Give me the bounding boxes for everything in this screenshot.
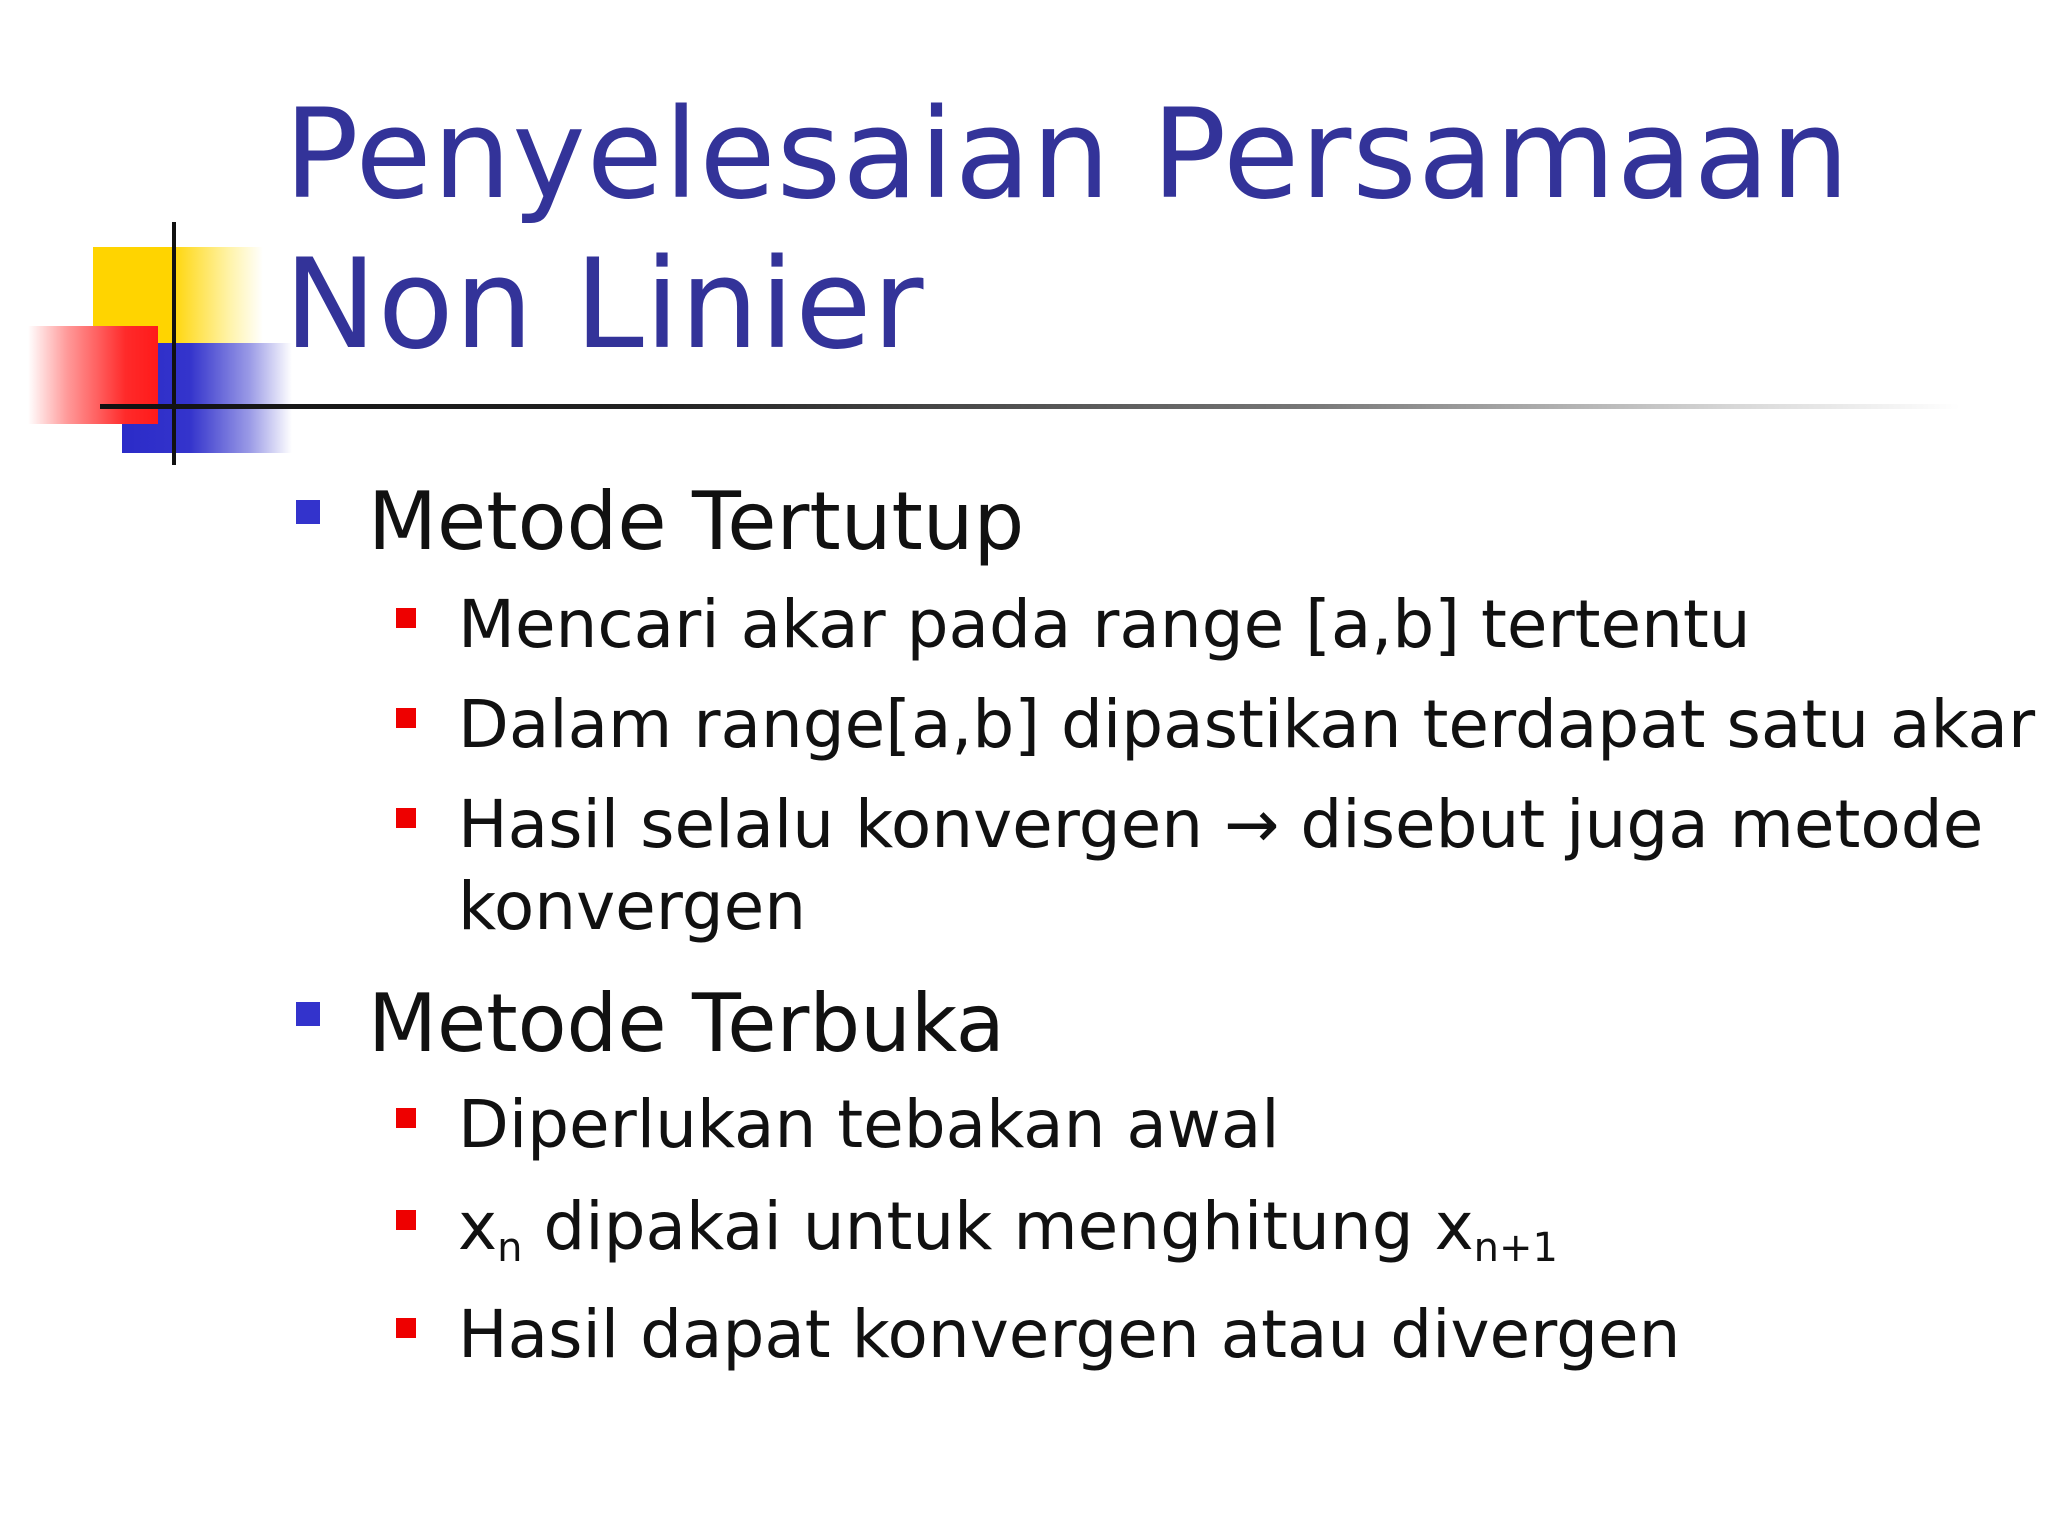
section-bullet-square-icon [296, 1002, 320, 1026]
list-item-text: dipakai untuk menghitung x [522, 1188, 1474, 1265]
list-item-continuation: konvergen [458, 868, 807, 945]
section-heading-metode-terbuka: Metode Terbuka [368, 977, 1005, 1070]
variable-x: x [458, 1188, 498, 1265]
item-bullet-square-icon [396, 1318, 416, 1338]
slide-title-line-2: Non Linier [284, 233, 925, 377]
item-bullet-square-icon [396, 1108, 416, 1128]
item-bullet-square-icon [396, 808, 416, 828]
list-item-text: Hasil selalu konvergen [458, 786, 1225, 863]
list-item-text: disebut juga metode [1279, 786, 1984, 863]
subscript-n: n [497, 1225, 523, 1271]
list-item: Dalam range[a,b] dipastikan terdapat satu akar [458, 686, 2036, 763]
list-item: Mencari akar pada range [a,b] tertentu [458, 586, 1751, 663]
list-item: Diperlukan tebakan awal [458, 1086, 1280, 1163]
subscript-n-plus-1: n+1 [1473, 1225, 1558, 1271]
list-item-xn [458, 1186, 1558, 1271]
item-bullet-square-icon [396, 1210, 416, 1230]
item-bullet-square-icon [396, 708, 416, 728]
list-item: Hasil dapat konvergen atau divergen [458, 1296, 1681, 1373]
slide-title-line-1: Penyelesaian Persamaan [284, 83, 1851, 227]
section-heading-metode-tertutup: Metode Tertutup [368, 475, 1025, 568]
right-arrow-icon: → [1224, 786, 1280, 863]
item-bullet-square-icon [396, 608, 416, 628]
list-item-konvergen [458, 784, 1983, 866]
section-bullet-square-icon [296, 500, 320, 524]
